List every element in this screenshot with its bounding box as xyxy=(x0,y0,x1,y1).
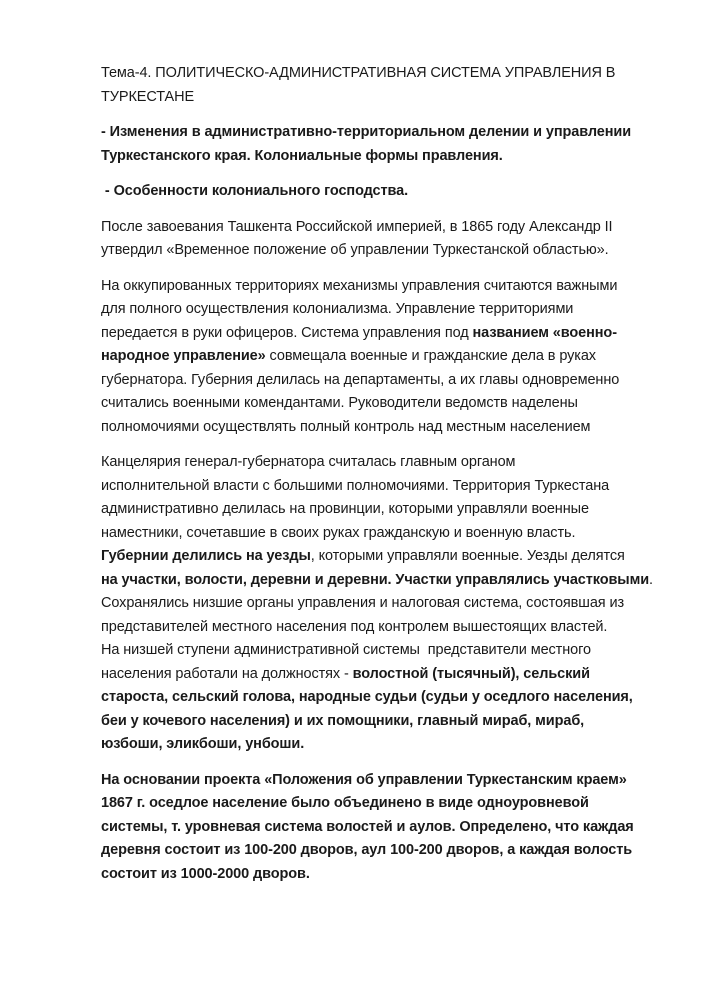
title-line: ТУРКЕСТАНЕ xyxy=(101,88,195,105)
paragraph-line: считались военными комендантами. Руководители ведомств наделены xyxy=(101,395,578,411)
bold-run: народное управление» xyxy=(101,348,266,364)
document-page xyxy=(101,62,661,898)
heading-line: - Изменения в административно-территориальном делении и управлении xyxy=(101,124,632,140)
paragraph-line: На низшей ступени административной системы представители местного xyxy=(101,642,591,658)
paragraph-1 xyxy=(101,216,661,263)
paragraph-line: На основании проекта «Положения об управлении Туркестанским краем» xyxy=(101,771,627,788)
text-run: населения работали на должностях - xyxy=(101,665,353,682)
text-run: передается в руки офицеров. Система управления под xyxy=(101,324,473,341)
section-heading xyxy=(101,121,661,168)
paragraph-line: На оккупированных территориях механизмы управления считаются важными xyxy=(101,277,618,294)
bold-run: Губернии делились на уезды xyxy=(101,548,311,564)
text-run: , которыми управляли военные. Уезды делятся xyxy=(310,548,625,564)
paragraph-line xyxy=(101,345,661,369)
paragraph-line: полномочиями осуществлять полный контроль над местным населением xyxy=(101,418,591,435)
document-title xyxy=(101,62,661,109)
paragraph-line: системы, т. уровневая система волостей и аулов. Определено, что каждая xyxy=(101,818,634,835)
paragraph-line: наместники, сочетавшие в своих руках гражданскую и военную власть. xyxy=(101,524,576,541)
paragraph-line: Канцелярия генерал-губернатора считалась главным органом xyxy=(101,454,516,470)
bold-run: на участки, волости, деревни и деревни. Участки управлялись участковыми xyxy=(101,571,650,588)
paragraph-line: для полного осуществления колониализма. Управление территориями xyxy=(101,301,574,317)
paragraph-line xyxy=(101,663,661,687)
paragraph-line xyxy=(101,322,661,346)
paragraph-line: После завоевания Ташкента Российской империей, в 1865 году Александр II xyxy=(101,218,613,235)
paragraph-line: беи у кочевого населения) и их помощники, главный мираб, мираб, xyxy=(101,712,585,729)
paragraph-line: юзбоши, эликбоши, унбоши. xyxy=(101,736,305,752)
paragraph-line: представителей местного населения под контролем вышестоящих властей. xyxy=(101,618,608,635)
text-run: . xyxy=(649,571,653,588)
paragraph-line xyxy=(101,569,661,593)
paragraph-line: деревня состоит из 100-200 дворов, аул 100-200 дворов, а каждая волость xyxy=(101,842,633,858)
title-line: Тема-4. ПОЛИТИЧЕСКО-АДМИНИСТРАТИВНАЯ СИСТЕМА УПРАВЛЕНИЯ В xyxy=(101,65,616,81)
bold-run: волостной (тысячный), сельский xyxy=(352,665,590,682)
paragraph-line: утвердил «Временное положение об управлении Туркестанской областью». xyxy=(101,242,609,258)
paragraph-line: губернатора. Губерния делилась на департаменты, а их главы одновременно xyxy=(101,371,620,388)
paragraph-line: 1867 г. оседлое население было объединено в виде одноуровневой xyxy=(101,795,589,811)
paragraph-3 xyxy=(101,451,661,757)
section-heading-2 xyxy=(101,180,661,204)
paragraph-2 xyxy=(101,275,661,440)
paragraph-4 xyxy=(101,769,661,887)
paragraph-line xyxy=(101,545,661,569)
paragraph-line: состоит из 1000-2000 дворов. xyxy=(101,865,310,882)
heading-line: Туркестанского края. Колониальные формы правления. xyxy=(101,147,503,164)
paragraph-line: административно делилась на провинции, которыми управляли военные xyxy=(101,501,589,517)
heading-line: - Особенности колониального господства. xyxy=(101,183,409,199)
bold-run: названием «военно- xyxy=(472,324,617,341)
text-run: совмещала военные и гражданские дела в руках xyxy=(265,348,596,364)
paragraph-line: исполнительной власти с большими полномочиями. Территория Туркестана xyxy=(101,477,610,494)
paragraph-line: Сохранялись низшие органы управления и налоговая система, состоявшая из xyxy=(101,595,625,611)
paragraph-line: староста, сельский голова, народные судьи (судьи у оседлого населения, xyxy=(101,689,633,705)
